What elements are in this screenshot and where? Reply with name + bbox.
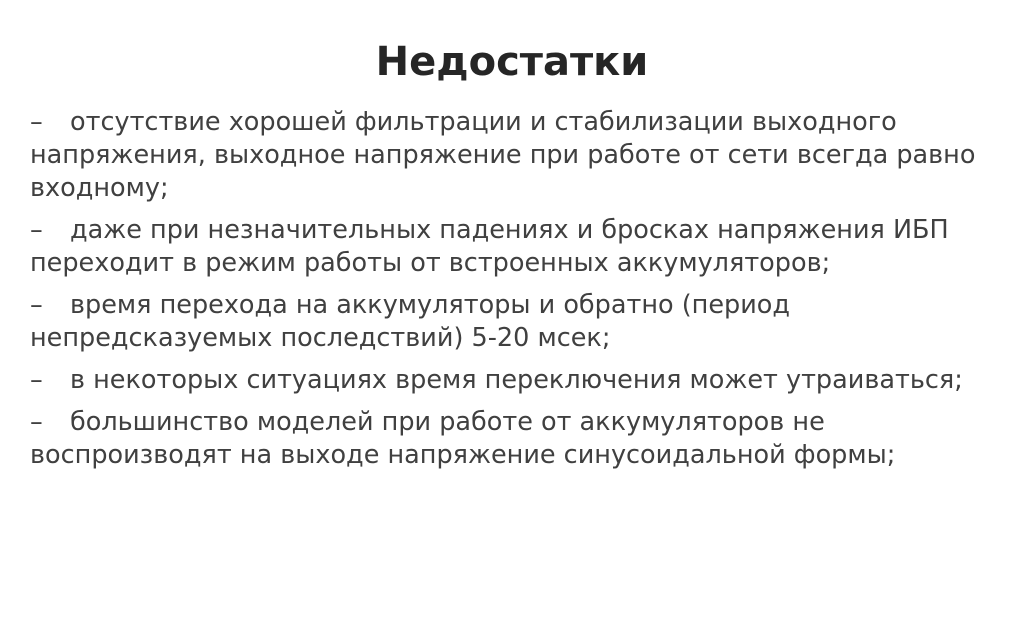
bullet-marker: –: [30, 407, 43, 437]
bullet-text: в некоторых ситуациях время переключения может утраиваться;: [70, 365, 963, 395]
bullet-marker: –: [30, 107, 43, 137]
bullet-text: большинство моделей при работе от аккумуляторов не воспроизводят на выходе напряжение синусоидальной формы;: [30, 407, 896, 470]
bullet-list: [30, 106, 990, 481]
bullet-text: даже при незначительных падениях и бросках напряжения ИБП переходит в режим работы от встроенных аккумуляторов;: [30, 215, 949, 278]
bullet-item: [30, 364, 990, 397]
bullet-item: [30, 289, 990, 355]
bullet-item: [30, 106, 990, 205]
bullet-item: [30, 214, 990, 280]
slide-title: Недостатки: [375, 39, 649, 85]
bullet-text: время перехода на аккумуляторы и обратно (период непредсказуемых последствий) 5-20 мсек;: [30, 290, 791, 353]
bullet-marker: –: [30, 290, 43, 320]
bullet-marker: –: [30, 365, 43, 395]
bullet-text: отсутствие хорошей фильтрации и стабилизации выходного напряжения, выходное напряжение при работе от сети всегда равно входному;: [30, 107, 976, 203]
bullet-marker: –: [30, 215, 43, 245]
bullet-item: [30, 406, 990, 472]
